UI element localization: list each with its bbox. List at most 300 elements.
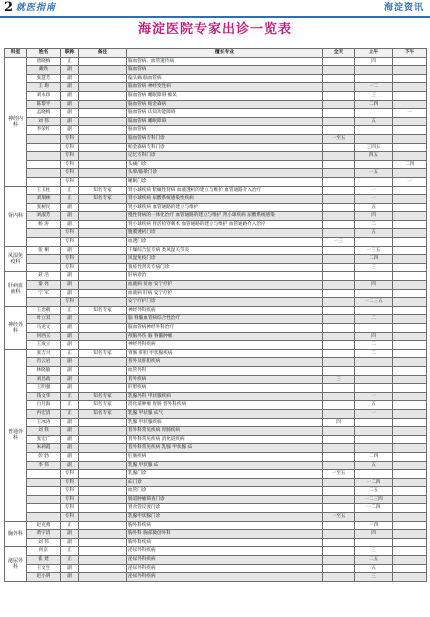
doctor-title: 专科 <box>61 169 79 178</box>
doctor-title: 副 <box>61 530 79 539</box>
specialty: 脑血管病 帕金森病 <box>127 100 323 109</box>
am-schedule <box>355 126 393 135</box>
specialty: 头晕/眩晕门诊 <box>127 169 323 178</box>
allday-schedule <box>323 530 355 539</box>
table-row <box>5 186 427 195</box>
note <box>79 134 127 143</box>
department-cell: 肾内科 <box>5 186 27 246</box>
doctor-title: 专科 <box>61 263 79 272</box>
department-cell: 肝病血液科 <box>5 272 27 306</box>
doctor-title: 副 <box>61 203 79 212</box>
note: 知名专家 <box>79 195 127 204</box>
page-number: 2 <box>4 0 14 15</box>
pm-schedule <box>393 57 427 66</box>
doctor-name <box>27 487 61 496</box>
am-schedule: 四五 <box>355 152 393 161</box>
pm-schedule <box>393 186 427 195</box>
am-schedule <box>355 109 393 118</box>
page-header <box>0 0 430 18</box>
allday-schedule <box>323 444 355 453</box>
table-row <box>5 366 427 375</box>
note <box>79 530 127 539</box>
pm-schedule: 一 <box>393 109 427 118</box>
note <box>79 504 127 513</box>
specialty: 记忆专科门诊 <box>127 152 323 161</box>
note <box>79 83 127 92</box>
table-row <box>5 452 427 461</box>
note <box>79 487 127 496</box>
allday-schedule <box>323 573 355 582</box>
doctor-name <box>27 143 61 152</box>
note <box>79 375 127 384</box>
allday-schedule <box>323 169 355 178</box>
doctor-title: 专科 <box>61 229 79 238</box>
note <box>79 341 127 350</box>
am-schedule: 一三五 <box>355 246 393 255</box>
doctor-title: 副 <box>61 246 79 255</box>
am-schedule <box>355 272 393 281</box>
am-schedule <box>355 134 393 143</box>
table-row <box>5 109 427 118</box>
allday-schedule <box>323 538 355 547</box>
doctor-name: 刘 伟 <box>27 538 61 547</box>
pm-schedule <box>393 272 427 281</box>
am-schedule: 一二三四 <box>355 495 393 504</box>
am-schedule <box>355 66 393 75</box>
allday-schedule <box>323 263 355 272</box>
doctor-name: 唐晓梅 <box>27 57 61 66</box>
am-schedule <box>355 358 393 367</box>
table-row <box>5 177 427 186</box>
doctor-title: 正 <box>61 306 79 315</box>
specialty: 脑血管病 睡眠障碍 <box>127 117 323 126</box>
pm-schedule <box>393 470 427 479</box>
doctor-name: 朱莉霞 <box>27 444 61 453</box>
allday-schedule: 一至五 <box>323 513 355 522</box>
table-row <box>5 160 427 169</box>
doctor-title: 专科 <box>61 298 79 307</box>
table-row <box>5 418 427 427</box>
specialty: 脑血管病 神经变性病 <box>127 83 323 92</box>
doctor-title: 副 <box>61 109 79 118</box>
am-schedule: 二 <box>355 349 393 358</box>
table-row <box>5 289 427 298</box>
table-row <box>5 281 427 290</box>
table-row <box>5 341 427 350</box>
am-schedule: 三 <box>355 573 393 582</box>
specialty: 脑血管病 <box>127 126 323 135</box>
note <box>79 358 127 367</box>
am-schedule: 五 <box>355 117 393 126</box>
table-row <box>5 409 427 418</box>
note <box>79 66 127 75</box>
col-header-specialty: 擅长专业 <box>127 49 323 58</box>
table-row <box>5 538 427 547</box>
specialty: 肾小球疾病 紫癜性肾病 血液透析的建立与维护 血管通路介入治疗 <box>127 186 323 195</box>
pm-schedule <box>393 418 427 427</box>
note <box>79 212 127 221</box>
doctor-title: 副 <box>61 100 79 109</box>
am-schedule <box>355 435 393 444</box>
doctor-name <box>27 152 61 161</box>
allday-schedule <box>323 74 355 83</box>
table-row <box>5 315 427 324</box>
pm-schedule <box>393 229 427 238</box>
doctor-name: 聂 浩 <box>27 272 61 281</box>
allday-schedule <box>323 246 355 255</box>
doctor-title: 副 <box>61 564 79 573</box>
pm-schedule <box>393 435 427 444</box>
pm-schedule <box>393 341 427 350</box>
col-header-name: 姓名 <box>27 49 61 58</box>
col-header-pm: 下午 <box>393 49 427 58</box>
doctor-title: 专科 <box>61 478 79 487</box>
note <box>79 461 127 470</box>
doctor-name: 刘瑞林 <box>27 195 61 204</box>
pm-schedule <box>393 401 427 410</box>
allday-schedule <box>323 556 355 565</box>
col-header-dept: 科室 <box>5 49 27 58</box>
note <box>79 478 127 487</box>
pm-schedule <box>393 487 427 496</box>
am-schedule: 二 <box>355 220 393 229</box>
specialty: 狼疮性肾炎专病门诊 <box>127 263 323 272</box>
note: 知名专家 <box>79 349 127 358</box>
allday-schedule <box>323 281 355 290</box>
allday-schedule <box>323 203 355 212</box>
pm-schedule <box>393 547 427 556</box>
doctor-name: 白月海 <box>27 401 61 410</box>
doctor-title: 专科 <box>61 504 79 513</box>
doctor-name: 秦 亮 <box>27 281 61 290</box>
doctor-title: 副 <box>61 332 79 341</box>
department-cell: 神经内科 <box>5 57 27 186</box>
doctor-name <box>27 495 61 504</box>
doctor-name: 王冰涛 <box>27 418 61 427</box>
doctor-name: 王忠朝 <box>27 306 61 315</box>
note <box>79 384 127 393</box>
doctor-title: 副 <box>61 435 79 444</box>
am-schedule: 二五 <box>355 487 393 496</box>
note <box>79 298 127 307</box>
am-schedule <box>355 74 393 83</box>
doctor-title: 副 <box>61 272 79 281</box>
am-schedule: 一四 <box>355 521 393 530</box>
doctor-name <box>27 177 61 186</box>
doctor-name: 王成立 <box>27 341 61 350</box>
specialty: 腹膜透析门诊 <box>127 229 323 238</box>
allday-schedule <box>323 452 355 461</box>
doctor-title: 正 <box>61 57 79 66</box>
allday-schedule <box>323 341 355 350</box>
am-schedule <box>355 306 393 315</box>
pm-schedule <box>393 478 427 487</box>
doctor-name <box>27 504 61 513</box>
pm-schedule <box>393 315 427 324</box>
pm-schedule <box>393 306 427 315</box>
am-schedule: 五 <box>355 564 393 573</box>
am-schedule: 四 <box>355 212 393 221</box>
table-row <box>5 358 427 367</box>
doctor-name: 张慧芳 <box>27 74 61 83</box>
am-schedule <box>355 289 393 298</box>
am-schedule: 一二四 <box>355 478 393 487</box>
allday-schedule <box>323 83 355 92</box>
doctor-name: 孟晓梅 <box>27 109 61 118</box>
note <box>79 444 127 453</box>
table-row <box>5 134 427 143</box>
note <box>79 513 127 522</box>
pm-schedule <box>393 255 427 264</box>
note <box>79 229 127 238</box>
table-row <box>5 392 427 401</box>
pm-schedule <box>393 281 427 290</box>
doctor-title: 正 <box>61 521 79 530</box>
note <box>79 435 127 444</box>
specialty: 胃食管反流门诊 <box>127 504 323 513</box>
specialty: 偏头痛 脑血管病 <box>127 74 323 83</box>
specialty: 肝病诊治 <box>127 272 323 281</box>
doctor-title: 副 <box>61 427 79 436</box>
doctor-name <box>27 160 61 169</box>
note <box>79 495 127 504</box>
table-row <box>5 564 427 573</box>
table-row <box>5 470 427 479</box>
pm-schedule <box>393 238 427 247</box>
doctor-name: 赵克燕 <box>27 521 61 530</box>
doctor-title: 副 <box>61 375 79 384</box>
note <box>79 427 127 436</box>
allday-schedule <box>323 435 355 444</box>
am-schedule: 二 <box>355 315 393 324</box>
pm-schedule <box>393 117 427 126</box>
pm-schedule <box>393 169 427 178</box>
note <box>79 564 127 573</box>
allday-schedule <box>323 289 355 298</box>
am-schedule: 四 <box>355 530 393 539</box>
specialty: 普外科常见疾病 胃肠疾病 <box>127 427 323 436</box>
specialty: 头痛门诊 <box>127 160 323 169</box>
specialty: 脑血管病专科门诊 <box>127 134 323 143</box>
note <box>79 109 127 118</box>
pm-schedule <box>393 83 427 92</box>
table-row <box>5 57 427 66</box>
pm-schedule <box>393 289 427 298</box>
doctor-name <box>27 255 61 264</box>
am-schedule: 二四 <box>355 255 393 264</box>
pm-schedule <box>393 564 427 573</box>
doctor-title: 专科 <box>61 238 79 247</box>
pm-schedule <box>393 427 427 436</box>
allday-schedule <box>323 229 355 238</box>
doctor-name: 杨 涛 <box>27 220 61 229</box>
specialty: 风湿免疫门诊 <box>127 255 323 264</box>
doctor-name <box>27 169 61 178</box>
am-schedule: 五 <box>355 461 393 470</box>
allday-schedule: 三 <box>323 375 355 384</box>
specialty: 普外科常见疾病 消化道疾病 <box>127 435 323 444</box>
doctor-title: 专科 <box>61 513 79 522</box>
pm-schedule <box>393 203 427 212</box>
schedule-table <box>4 48 427 582</box>
pm-schedule <box>393 444 427 453</box>
doctor-title: 副 <box>61 452 79 461</box>
am-schedule: 三 <box>355 91 393 100</box>
allday-schedule: 一至五 <box>323 134 355 143</box>
note <box>79 332 127 341</box>
am-schedule <box>355 538 393 547</box>
am-schedule: 五 <box>355 401 393 410</box>
table-row <box>5 126 427 135</box>
allday-schedule <box>323 401 355 410</box>
specialty: 胸外科 胸部微创外科 <box>127 530 323 539</box>
specialty: 安宁疗护门诊 <box>127 298 323 307</box>
doctor-title: 副 <box>61 384 79 393</box>
am-schedule: 二 <box>355 341 393 350</box>
am-schedule: 一 <box>355 392 393 401</box>
doctor-name: 张宏广 <box>27 435 61 444</box>
specialty: 睡眠门诊 <box>127 177 323 186</box>
note <box>79 452 127 461</box>
doctor-title: 正 <box>61 401 79 410</box>
allday-schedule <box>323 332 355 341</box>
allday-schedule <box>323 126 355 135</box>
doctor-name: 叶立双 <box>27 315 61 324</box>
specialty: 脑血管病、血管遗传病 <box>127 57 323 66</box>
specialty: 乳腺 甲状腺 疝 <box>127 461 323 470</box>
table-row <box>5 573 427 582</box>
table-row <box>5 203 427 212</box>
table-row <box>5 504 427 513</box>
table-row <box>5 556 427 565</box>
allday-schedule <box>323 315 355 324</box>
table-row <box>5 324 427 333</box>
doctor-title: 副 <box>61 315 79 324</box>
pm-schedule <box>393 246 427 255</box>
doctor-name: 赵小明 <box>27 573 61 582</box>
doctor-name: 王玉柱 <box>27 186 61 195</box>
doctor-title: 副 <box>61 126 79 135</box>
am-schedule <box>355 324 393 333</box>
table-row <box>5 298 427 307</box>
allday-schedule: 四 <box>323 418 355 427</box>
note <box>79 57 127 66</box>
pm-schedule <box>393 66 427 75</box>
pm-schedule <box>393 332 427 341</box>
doctor-name: 王明强 <box>27 384 61 393</box>
allday-schedule <box>323 195 355 204</box>
doctor-title: 正 <box>61 556 79 565</box>
specialty: 疝门诊 <box>127 478 323 487</box>
doctor-name: 李 伟 <box>27 461 61 470</box>
table-body <box>5 57 427 581</box>
am-schedule: 三四五 <box>355 143 393 152</box>
allday-schedule <box>323 177 355 186</box>
table-row <box>5 255 427 264</box>
table-row <box>5 195 427 204</box>
allday-schedule <box>323 272 355 281</box>
pm-schedule <box>393 392 427 401</box>
specialty: 血液病 贫血 安宁疗护 <box>127 281 323 290</box>
am-schedule <box>355 418 393 427</box>
doctor-name <box>27 513 61 522</box>
doctor-name: 刘 铁 <box>27 427 61 436</box>
doctor-title: 副 <box>61 358 79 367</box>
note <box>79 117 127 126</box>
specialty: 肠道肿瘤筛查门诊 <box>127 495 323 504</box>
table-row <box>5 513 427 522</box>
specialty: 干燥综合征专病 类风湿关节炎 <box>127 246 323 255</box>
pm-schedule <box>393 263 427 272</box>
pm-schedule: 二四 <box>393 160 427 169</box>
pm-schedule <box>393 298 427 307</box>
note <box>79 556 127 565</box>
specialty: 血管外科 <box>127 366 323 375</box>
specialty: 普外科常见疾病 乳腺 甲状腺 疝 <box>127 444 323 453</box>
allday-schedule <box>323 298 355 307</box>
specialty: 普外疾病 <box>127 375 323 384</box>
specialty: 帕金森病专科门诊 <box>127 143 323 152</box>
doctor-title: 专科 <box>61 143 79 152</box>
col-header-title: 职称 <box>61 49 79 58</box>
pm-schedule <box>393 366 427 375</box>
am-schedule <box>355 160 393 169</box>
note <box>79 470 127 479</box>
doctor-name: 张吉兴 <box>27 349 61 358</box>
doctor-title: 副 <box>61 66 79 75</box>
table-row <box>5 427 427 436</box>
doctor-title: 副 <box>61 573 79 582</box>
table-row <box>5 444 427 453</box>
doctor-name <box>27 134 61 143</box>
doctor-name: 肖云岩 <box>27 358 61 367</box>
table-row <box>5 521 427 530</box>
doctor-name: 刘 伟 <box>27 117 61 126</box>
allday-schedule <box>323 143 355 152</box>
doctor-name: 林晓敏 <box>27 366 61 375</box>
table-row <box>5 263 427 272</box>
publication-label: 海淀资讯 <box>383 3 424 13</box>
doctor-name: 刘永珍 <box>27 91 61 100</box>
doctor-title: 副 <box>61 324 79 333</box>
note <box>79 315 127 324</box>
note <box>79 289 127 298</box>
doctor-title: 正 <box>61 409 79 418</box>
allday-schedule: 一三 <box>323 238 355 247</box>
table-row <box>5 461 427 470</box>
am-schedule <box>355 470 393 479</box>
doctor-title: 副 <box>61 289 79 298</box>
doctor-name: 何西玉 <box>27 332 61 341</box>
doctor-name: 何京 <box>27 547 61 556</box>
col-header-allday: 全天 <box>323 49 355 58</box>
table-row <box>5 547 427 556</box>
doctor-name: 崔 建 <box>27 556 61 565</box>
doctor-name: 王文生 <box>27 564 61 573</box>
doctor-name <box>27 263 61 272</box>
doctor-title: 正 <box>61 349 79 358</box>
note <box>79 255 127 264</box>
pm-schedule <box>393 409 427 418</box>
note <box>79 74 127 83</box>
note <box>79 418 127 427</box>
doctor-name: 彭 勃 <box>27 452 61 461</box>
doctor-title: 副 <box>61 461 79 470</box>
doctor-name: 黄宇清 <box>27 530 61 539</box>
doctor-title: 专科 <box>61 495 79 504</box>
table-row <box>5 495 427 504</box>
pm-schedule <box>393 212 427 221</box>
